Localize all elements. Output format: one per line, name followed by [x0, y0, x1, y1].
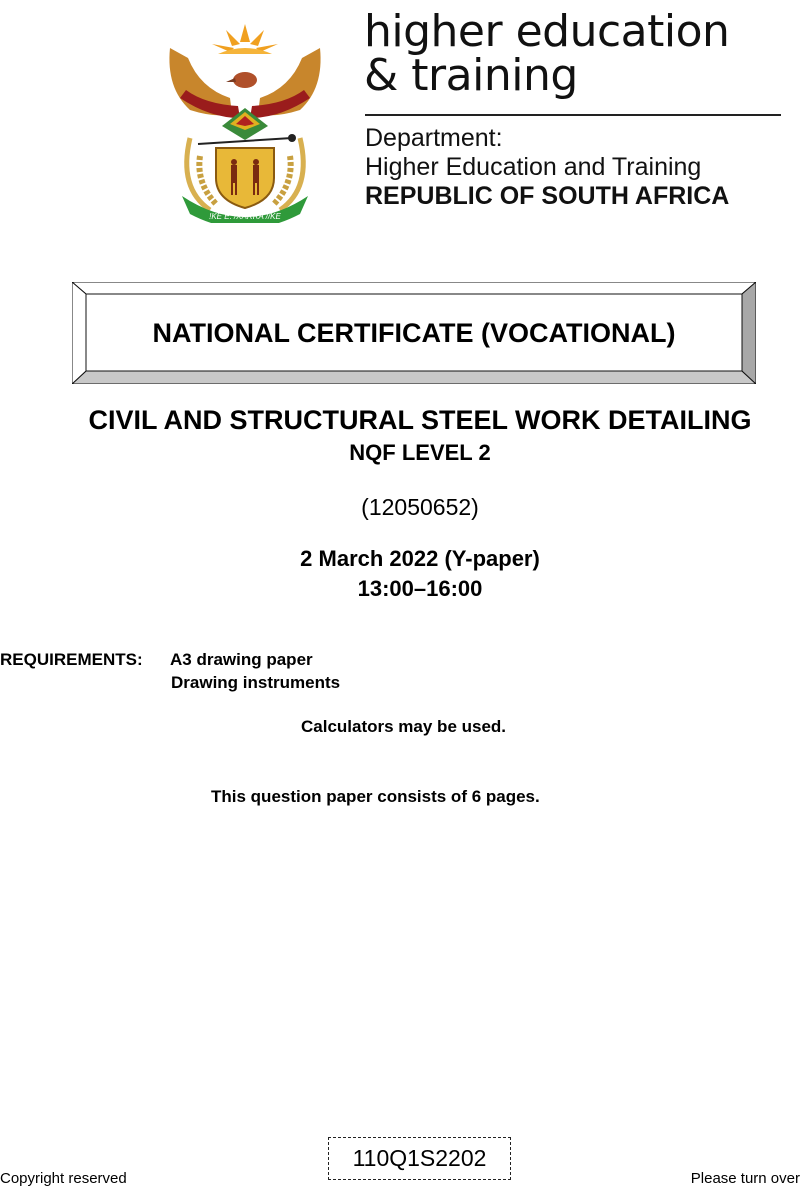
brand-divider	[365, 114, 781, 116]
department-block	[365, 124, 729, 211]
brand-wordmark	[364, 6, 730, 101]
paper-code: 110Q1S2202	[352, 1145, 487, 1171]
exam-time: 13:00–16:00	[357, 576, 483, 601]
coat-of-arms-icon	[160, 18, 330, 223]
brand-line-1: higher education	[364, 6, 730, 57]
country-name: REPUBLIC OF SOUTH AFRICA	[365, 182, 730, 210]
copyright-text: Copyright reserved	[0, 1170, 127, 1187]
nqf-level: NQF LEVEL 2	[349, 440, 491, 465]
page-count-note: This question paper consists of 6 pages.	[211, 787, 540, 806]
calculator-note: Calculators may be used.	[301, 717, 507, 736]
coat-of-arms-logo	[160, 18, 330, 223]
exam-date: 2 March 2022 (Y-paper)	[300, 546, 540, 571]
requirement-item: A3 drawing paper	[170, 650, 313, 669]
department-name: Higher Education and Training	[365, 153, 702, 181]
subject-title: CIVIL AND STRUCTURAL STEEL WORK DETAILING	[88, 405, 752, 435]
svg-text:!KE E: /XARRA //KE: !KE E: /XARRA //KE	[209, 212, 281, 221]
subject-code: (12050652)	[361, 494, 479, 520]
department-label: Department:	[365, 124, 503, 152]
requirements-label: REQUIREMENTS:	[0, 650, 143, 669]
certificate-title: NATIONAL CERTIFICATE (VOCATIONAL)	[152, 317, 676, 348]
turn-over-text: Please turn over	[690, 1170, 800, 1187]
paper-code-box	[328, 1137, 511, 1180]
brand-line-2: & training	[364, 50, 578, 101]
requirement-item: Drawing instruments	[171, 673, 341, 692]
